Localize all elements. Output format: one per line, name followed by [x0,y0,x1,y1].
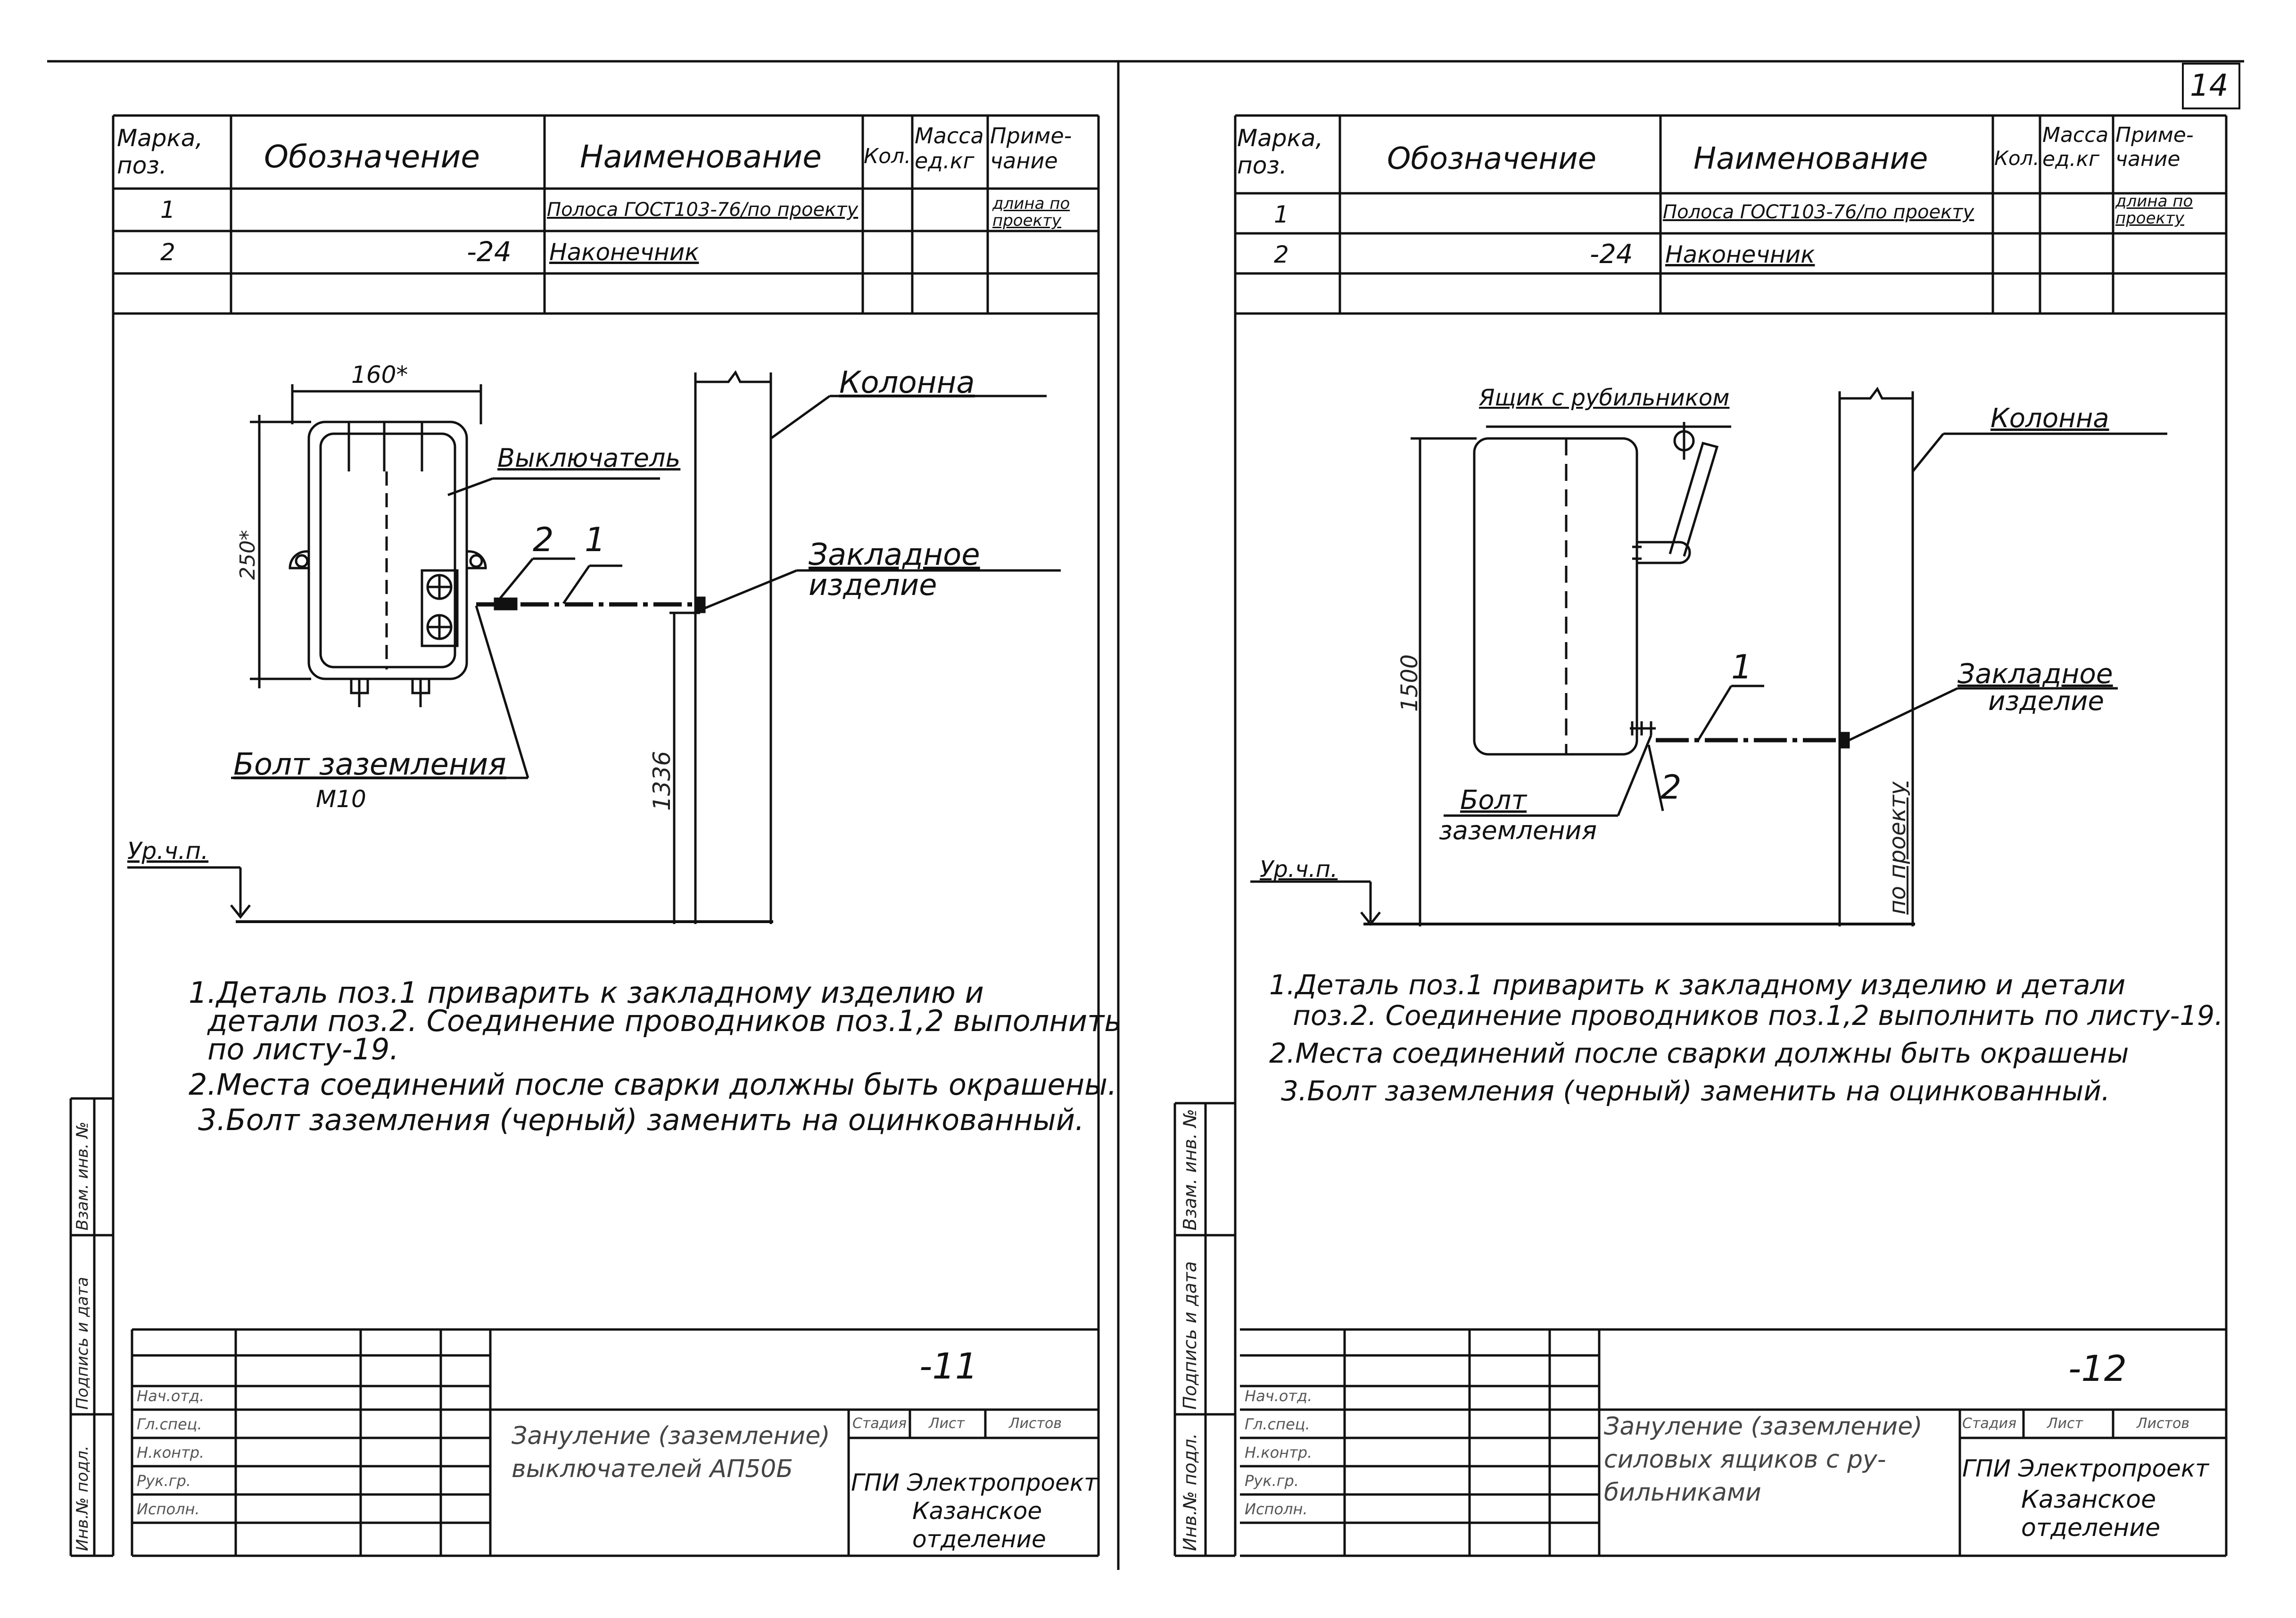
stamp-org-3: отделение [912,1526,1046,1553]
stamp-col-sheet: Лист [929,1415,965,1432]
stamp-sheet: -11 [919,1345,978,1387]
row-2-designation: -24 [1590,239,1633,270]
label-embedded-1: Закладное [1957,658,2113,690]
label-column: Колонна [839,365,975,400]
header-designation: Обозначение [1387,141,1597,176]
row-1-note: длина по проекту [2115,192,2193,228]
note-1: 1.Деталь поз.1 приварить к закладному изделию и [189,975,984,1010]
side-label-repl: Взам. инв. № [1180,1108,1200,1230]
stamp-role-4: Рук.гр. [137,1472,191,1490]
row-1-name: Полоса ГОСТ103-76/по проекту [1663,201,1974,223]
stamp-col-stage: Стадия [1962,1415,2017,1432]
dim-height: 250* [236,530,260,580]
dim-level: 1336 [648,751,676,811]
note-2: 2.Места соединений после сварки должны быть окрашены. [189,1067,1117,1102]
callout-1: 1 [585,520,606,559]
header-name: Наименование [1693,141,1928,176]
stamp-role-5: Исполн. [137,1500,200,1518]
header-qty: Кол. [1994,147,2040,170]
stamp-role-5: Исполн. [1245,1500,1308,1518]
label-floor: Ур.ч.п. [1260,856,1338,883]
note-1c: по листу-19. [207,1032,399,1066]
stamp-role-4: Рук.гр. [1245,1472,1299,1490]
label-embedded-1: Закладное [809,537,980,572]
label-floor: Ур.ч.п. [127,837,209,865]
note-3: 3.Болт заземления (черный) заменить на оцинкованный. [198,1103,1084,1137]
stamp-role-2: Гл.спец. [137,1415,202,1433]
stamp-role-3: Н.контр. [1245,1444,1313,1461]
stamp-org-3: отделение [2021,1514,2161,1542]
stamp-role-3: Н.контр. [137,1444,205,1461]
callout-1: 1 [1731,648,1752,686]
stamp-title-1: Зануление (заземление) [1604,1412,1923,1441]
label-embedded-2: изделие [1988,686,2104,717]
row-1-pos: 1 [160,196,175,223]
dim-project: по проекту [1884,781,1911,915]
stamp-role-2: Гл.спец. [1245,1415,1310,1433]
note-1: 1.Деталь поз.1 приварить к закладному изделию и детали [1269,969,2126,1001]
header-mass: Масса ед.кг [2042,123,2109,171]
header-note: Приме- чание [990,123,1072,173]
stamp-title-2: силовых ящиков с ру- [1604,1445,1886,1474]
callout-2: 2 [1660,768,1682,807]
stamp-col-sheets: Листов [1009,1415,1062,1432]
dim-height: 1500 [1396,654,1423,712]
stamp-col-sheet: Лист [2047,1415,2083,1432]
side-label-sign: Подпись и дата [73,1277,92,1410]
label-embedded-2: изделие [809,568,937,602]
stamp-role-1: Нач.отд. [1245,1387,1313,1405]
stamp-title-1: Зануление (заземление) [512,1422,830,1450]
label-bolt-size: М10 [316,785,366,813]
note-1b: детали поз.2. Соединение проводников поз.1,2 выполнить [207,1004,1122,1038]
row-2-name: Наконечник [1665,241,1815,268]
stamp-col-stage: Стадия [852,1415,907,1432]
stamp-org-2: Казанское [2021,1486,2156,1514]
row-2-designation: -24 [467,236,512,268]
header-note: Приме- чание [2115,123,2194,171]
callout-2: 2 [533,520,554,559]
stamp-col-sheets: Листов [2137,1415,2190,1432]
header-mark: Марка, поз. [117,124,203,179]
header-qty: Кол. [864,144,911,168]
row-2-pos: 2 [1274,241,1289,268]
row-1-name: Полоса ГОСТ103-76/по проекту [547,199,859,221]
stamp-org-1: ГПИ Электропроект [851,1469,1098,1496]
stamp-org-1: ГПИ Электропроект [1962,1455,2209,1482]
note-3: 3.Болт заземления (черный) заменить на оцинкованный. [1281,1075,2110,1107]
label-bolt-1: Болт [1460,785,1527,816]
note-2: 2.Места соединений после сварки должны быть окрашены [1269,1037,2129,1069]
side-label-repl: Взам. инв. № [73,1122,92,1230]
header-name: Наименование [580,139,822,175]
side-label-sign: Подпись и дата [1180,1261,1200,1410]
left-sheet [0,0,1122,1618]
row-2-name: Наконечник [549,239,699,266]
stamp-role-1: Нач.отд. [137,1387,205,1405]
stamp-org-2: Казанское [912,1497,1042,1525]
label-switch: Выключатель [497,443,681,473]
header-mark: Марка, поз. [1237,124,1323,179]
side-label-inv: Инв.№ подл. [73,1445,92,1551]
header-designation: Обозначение [264,139,480,175]
row-2-pos: 2 [160,239,175,266]
stamp-title-2: выключателей АП50Б [512,1455,793,1483]
label-box: Ящик с рубильником [1479,385,1730,411]
label-column: Колонна [1990,403,2109,434]
label-bolt-2: заземления [1439,816,1597,845]
side-label-inv: Инв.№ подл. [1180,1433,1200,1551]
stamp-sheet: -12 [2068,1347,2127,1389]
dim-width: 160* [351,361,408,388]
header-mass: Масса ед.кг [915,123,984,173]
row-1-pos: 1 [1274,201,1289,228]
right-sheet [1118,0,2296,1618]
note-1b: поз.2. Соединение проводников поз.1,2 выполнить по листу-19. [1293,999,2223,1032]
sheet-number: 14 [2190,68,2229,103]
label-bolt: Болт заземления [233,747,506,782]
row-1-note: длина по проекту [992,194,1070,230]
stamp-title-3: бильниками [1604,1478,1761,1507]
